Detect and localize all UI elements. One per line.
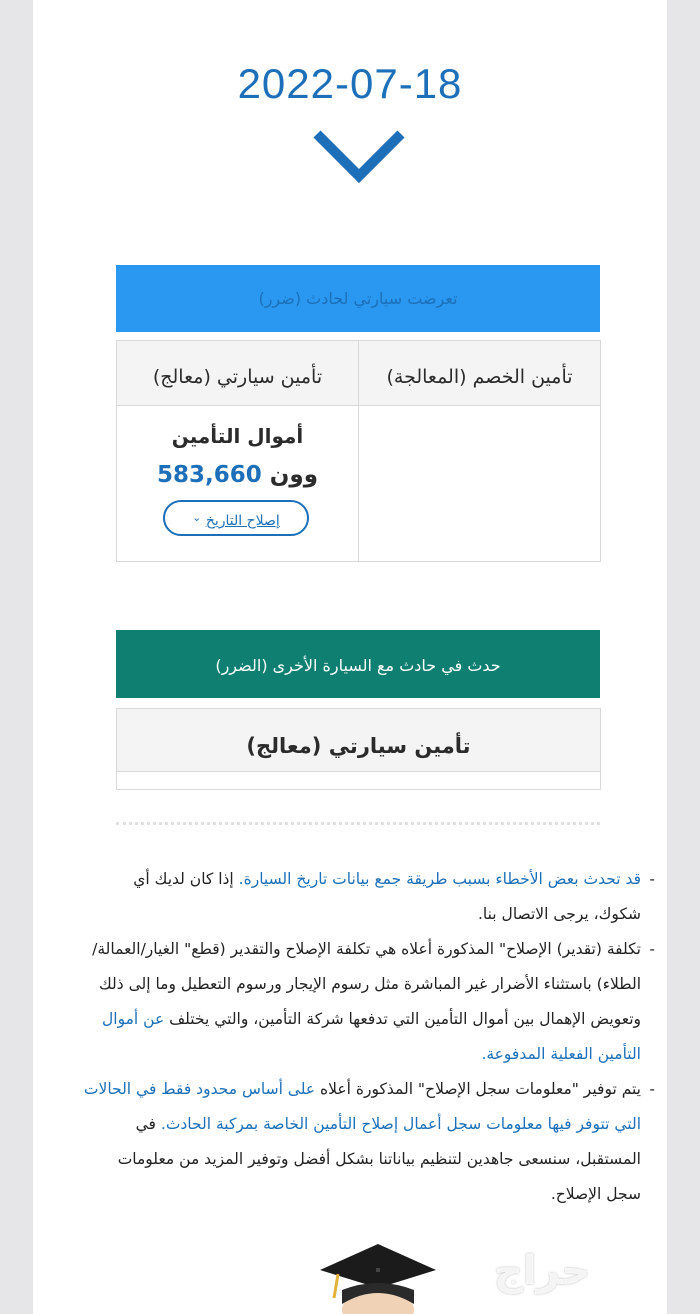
currency-label: وون	[269, 462, 318, 488]
report-date: 2022-07-18	[237, 60, 463, 107]
note-2-text: تكلفة (تقدير) الإصلاح" المذكورة أعلاه هي تكلفة الإصلاح والتقدير (قطع" الغيار/العمالة/الطلاء) باستثناء الأضرار غير المباشرة مثل رسوم الإيجار ورسوم التعطيل وما إلى ذلك وتعويض الإهمال بين أموال التأمين التي تدفعها شركة التأمين، والتي يختلف	[92, 940, 641, 1028]
note-2: - تكلفة (تقدير) الإصلاح" المذكورة أعلاه هي تكلفة الإصلاح والتقدير (قطع" الغيار/العمالة/الطلاء) باستثناء الأضرار غير المباشرة مثل رسوم الإيجار ورسوم التعطيل وما إلى ذلك وتعويض الإهمال بين أموال التأمين التي تدفعها شركة التأمين، والتي يختلف عن أموال التأمين الفعلية المدفوعة.	[92, 940, 655, 1063]
graduate-mascot-icon	[318, 1240, 438, 1314]
note-1-highlight: قد تحدث بعض الأخطاء بسبب طريقة جمع بيانات تاريخ السيارة.	[238, 870, 641, 888]
other-empty-row	[116, 771, 601, 790]
chevron-down-icon[interactable]	[313, 128, 405, 184]
my-insurance-cell	[116, 405, 359, 562]
other-damage-banner: حدث في حادث مع السيارة الأخرى (الضرر)	[116, 630, 600, 698]
note-3: - يتم توفير "معلومات سجل الإصلاح" المذكورة أعلاه على أساس محدود فقط في الحالات التي تتوفر فيها معلومات سجل أعمال إصلاح التأمين الخاصة بمركبة الحادث. في المستقبل، سنسعى جاهدين لتنظيم بياناتنا بشكل أفضل وتوفير المزيد من معلومات سجل الإصلاح.	[83, 1080, 655, 1203]
note-1-text: إذا كان لديك أي شكوك، يرجى الاتصال بنا.	[133, 870, 641, 923]
insurance-money-label: أموال التأمين	[171, 424, 304, 448]
amount-value: 583,660	[156, 462, 262, 488]
report-page	[33, 0, 667, 1314]
disclaimer-notes	[83, 862, 655, 1212]
opponent-insurance-header: تأمين الخصم (المعالجة)	[358, 340, 601, 406]
note-3-text-b: في المستقبل، سنسعى جاهدين لتنظيم بياناتنا بشكل أفضل وتوفير المزيد من معلومات سجل الإصلاح.	[117, 1115, 641, 1203]
note-3-text-a: يتم توفير "معلومات سجل الإصلاح" المذكورة أعلاه	[315, 1080, 641, 1098]
opponent-insurance-cell	[358, 405, 601, 562]
divider	[116, 822, 600, 825]
note-3-highlight: على أساس محدود فقط في الحالات التي تتوفر فيها معلومات سجل أعمال إصلاح التأمين الخاصة بمركبة الحادث.	[83, 1080, 641, 1133]
chevron-small-icon: ⌄	[192, 511, 202, 524]
my-insurance-header: تأمين سيارتي (معالج)	[116, 340, 359, 406]
note-1: - قد تحدث بعض الأخطاء بسبب طريقة جمع بيانات تاريخ السيارة. إذا كان لديك أي شكوك، يرجى الاتصال بنا.	[133, 870, 655, 923]
note-2-highlight: عن أموال التأمين الفعلية المدفوعة.	[102, 1010, 641, 1063]
haraj-watermark: حراج	[494, 1248, 591, 1294]
own-damage-banner: تعرضت سيارتي لحادث (ضرر)	[116, 265, 600, 332]
fix-history-label: إصلاح التاريخ	[205, 513, 280, 529]
other-my-insurance-header: تأمين سيارتي (معالج)	[116, 708, 601, 772]
insurance-amount	[117, 462, 358, 488]
fix-history-button[interactable]	[163, 500, 309, 536]
